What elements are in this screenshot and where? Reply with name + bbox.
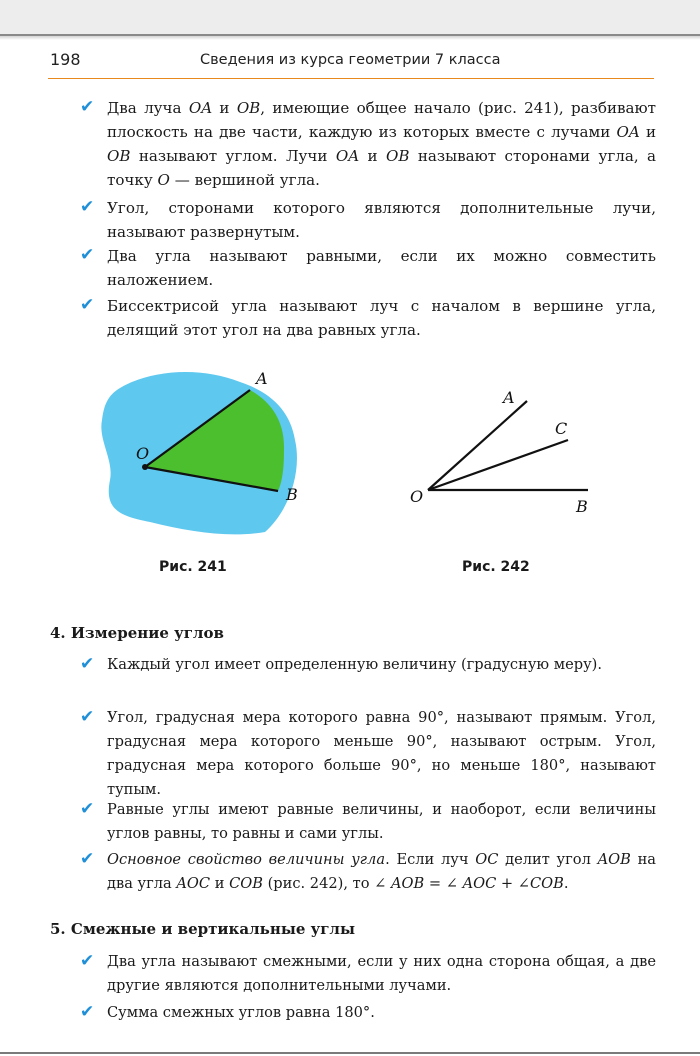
checkmark-icon: ✔: [80, 707, 95, 727]
bullet-item: [80, 653, 656, 677]
bullet-text: Сумма смежных углов равна 180°.: [107, 1004, 375, 1021]
checkmark-icon: ✔: [80, 799, 95, 819]
checkmark-icon: ✔: [80, 97, 95, 117]
header-rule: [48, 78, 654, 79]
checkmark-icon: ✔: [80, 849, 95, 869]
figure-241-caption: Рис. 241: [159, 559, 227, 575]
label-a: A: [503, 388, 515, 407]
vertex-point: [142, 464, 148, 470]
ray-oc: [428, 440, 568, 490]
running-title: Сведения из курса геометрии 7 класса: [200, 52, 501, 68]
bottom-rule: [0, 1052, 700, 1054]
figure-242: [400, 380, 610, 530]
checkmark-icon: ✔: [80, 245, 95, 265]
ray-oa: [428, 401, 527, 490]
viewer-top-bar: [0, 0, 700, 36]
bullet-text: Угол, градусная мера которого равна 90°, называют прямым. Угол, градусная мера которого меньше 90°, называют острым. Угол, градусная мера которого больше 90°, но меньше 180°, называют тупым.: [107, 709, 656, 798]
checkmark-icon: ✔: [80, 1002, 95, 1022]
bullet-text: Каждый угол имеет определенную величину (градусную меру).: [107, 656, 602, 673]
bullet-item: [80, 798, 656, 846]
top-bar-shadow: [0, 36, 700, 40]
label-b: B: [286, 485, 298, 504]
checkmark-icon: ✔: [80, 654, 95, 674]
bullet-item: [80, 1001, 656, 1025]
label-c: C: [555, 419, 568, 438]
figure-241: [90, 360, 310, 540]
bullet-text: Два угла называют смежными, если у них одна сторона общая, а две другие являются дополнительными лучами.: [107, 953, 656, 994]
bullet-text: Равные углы имеют равные величины, и наоборот, если величины углов равны, то равны и сами углы.: [107, 801, 656, 842]
label-b: B: [576, 497, 588, 516]
bullet-item: [80, 950, 656, 998]
bullet-item: [80, 244, 656, 292]
checkmark-icon: ✔: [80, 295, 95, 315]
label-o: O: [410, 487, 424, 506]
label-a: A: [256, 369, 268, 388]
bullet-item: [80, 294, 656, 342]
bullet-text: Два угла называют равными, если их можно совместить наложением.: [107, 247, 656, 289]
bullet-text: Биссектрисой угла называют луч с началом в вершине угла, делящий этот угол на два равных угла.: [107, 297, 656, 339]
bullet-text: Угол, сторонами которого являются дополнительные лучи, называют развернутым.: [107, 199, 656, 241]
section-heading: 4. Измерение углов: [50, 624, 224, 642]
bullet-item: [80, 848, 656, 896]
label-o: O: [136, 444, 150, 463]
bullet-item: [80, 706, 656, 802]
bullet-text: Основное свойство величины угла. Если луч OC делит угол AOB на два угла AOC и COB (рис. 242), то ∠ AOB = ∠ AOC + ∠COB.: [107, 851, 656, 892]
page-number: 198: [50, 50, 81, 69]
figure-242-caption: Рис. 242: [462, 559, 530, 575]
checkmark-icon: ✔: [80, 197, 95, 217]
checkmark-icon: ✔: [80, 951, 95, 971]
bullet-item: [80, 196, 656, 244]
bullet-item: [80, 96, 656, 192]
section-heading: 5. Смежные и вертикальные углы: [50, 920, 356, 938]
bullet-text: Два луча OA и OB, имеющие общее начало (рис. 241), разбивают плоскость на две части, каждую из которых вместе с лучами OA и OB называют углом. Лучи OA и OB называют сторонами угла, а точку O — вершиной угла.: [107, 99, 657, 189]
